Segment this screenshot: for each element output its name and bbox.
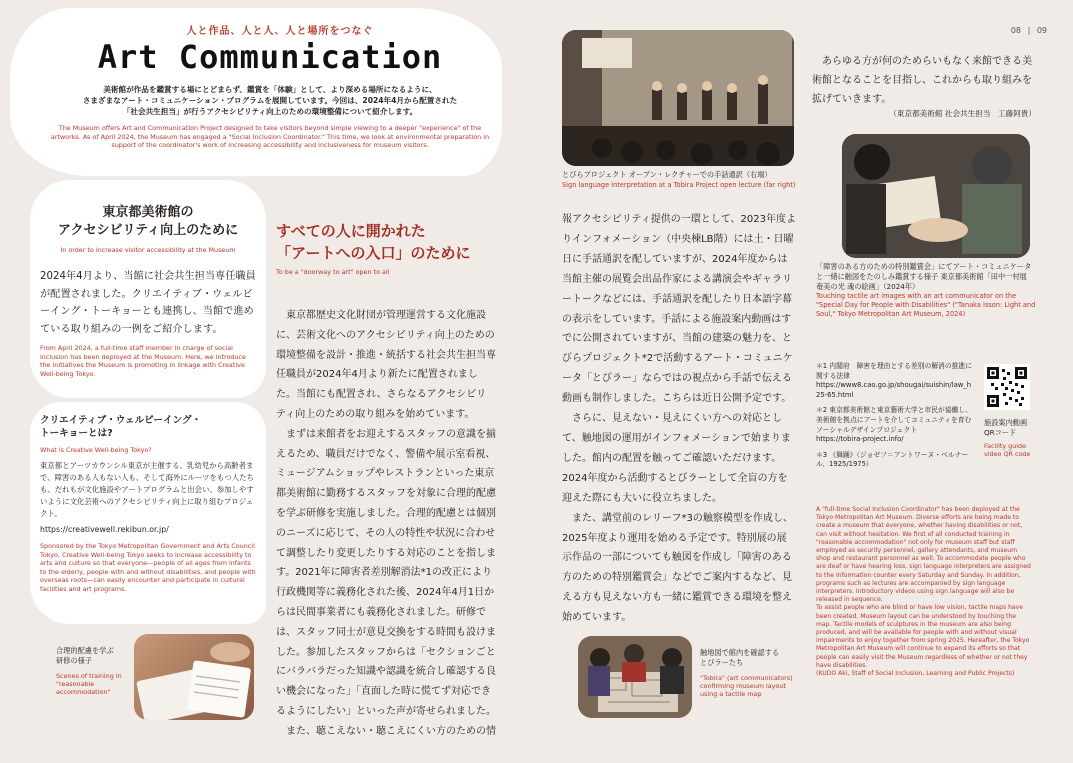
header-intro-ja xyxy=(60,84,480,117)
section1-title-line-1: 東京都美術館の xyxy=(102,205,194,220)
header-kicker: 人と作品、人と人、人と場所をつなぐ xyxy=(186,26,374,37)
intro-line-2: さまざまなアート・コミュニケーション・プログラムを展開しています。今回は、2024年4月から配置された xyxy=(82,96,458,105)
tobira-caption xyxy=(562,170,802,190)
tactile-map-photo xyxy=(578,636,692,718)
section2-para-1: 東京都歴史文化財団が管理運営する文化施設に、芸術文化へのアクセシビリティ向上のための環境整備を設計・推進・統括する社会共生担当専任職員が2024年4月より新たに配置されました。当館にも配置され、さらなるアクセシビリティ向上のための取り組みを始めています。 xyxy=(276,310,496,420)
intro-line-3: 「社会共生担当」が行うアクセシビリティ向上のための環境整備について紹介します。 xyxy=(122,107,418,116)
qr-caption xyxy=(984,418,1044,459)
intro-line-1: 美術館が作品を鑑賞する場にとどまらず、鑑賞を「体験」として、より深める場所になるように、 xyxy=(103,85,437,94)
training-caption-ja-2: 研修の様子 xyxy=(56,656,92,665)
cwt-title-line-2: トーキョーとは? xyxy=(40,428,113,439)
training-photo xyxy=(134,634,254,720)
tactile-caption-en: "Tobira" (art communicators) confirming museum layout using a tactile map xyxy=(700,674,793,698)
section1-title xyxy=(30,204,266,240)
tobira-caption-ja: とびらプロジェクト オープン・レクチャーでの手話通訳（右端） xyxy=(562,170,772,179)
tobira-lecture-illustration xyxy=(562,30,794,166)
section1-title-line-2: アクセシビリティ向上のために xyxy=(57,223,239,238)
page-number-right: 09 xyxy=(1036,26,1047,35)
cwt-title xyxy=(40,414,260,440)
section1-body-en: From April 2024, a full-time staff member in charge of social inclusion has been deployed at the Museum. Here, we introduce the initiatives the Museum is promoting in linkage with Creative Well-being Tokyo. xyxy=(40,344,246,378)
section3-para-3: また、講堂前のレリーフ*3の触察模型を作成し、2025年度より運用を始める予定です。特別展の展示作品の一部についても触図を作成し「障害のある方のための特別鑑賞会」などでご案内するなど、見える方も見えない方も一緒に鑑賞できる環境を整え始めています。 xyxy=(562,512,793,624)
section4-signature: （東京都美術館 社会共生担当 工藤阿貴） xyxy=(889,109,1036,118)
section4-para: あらゆる方が何のためらいもなく来館できる美術館となることを目指し、これからも取り組みを拡げていきます。 xyxy=(812,56,1032,105)
special-viewing-illustration xyxy=(842,134,1030,258)
qr-code[interactable] xyxy=(984,364,1030,410)
footnotes xyxy=(816,362,972,470)
tactile-map-illustration xyxy=(578,636,692,718)
training-caption xyxy=(56,646,136,696)
page-numbers: 08 | 09 xyxy=(1010,26,1047,35)
section2-para-2: まずは来館者をお迎えするスタッフの意識を揃えるため、職員だけでなく、警備や展示室看視、ミュージアムショップやレストランといった東京都美術館に勤務するスタッフを対象に合理的配慮を学ぶ研修を実施しました。合理的配慮とは個別のニーズに応じて、その人の特性や状況に合わせて調整したり変更したりする対応のことを指します。2021年に障害者差別解消法*1の改正により行政機関等に義務化された後、2024年4月1日からは民間事業者にも義務化されました。研修では、スタッフ同士が意見交換をする時間も設けました。参加したスタッフからは「セクションごとにバラバラだった知識や認識を統合し確認する良い機会になった」「直面した時に慌てず対応できるようにしたい」といった声が寄せられました。 xyxy=(276,428,496,717)
tactile-caption-ja-1: 触地図で館内を確認する xyxy=(700,648,780,657)
special-caption-en: Touching tactile art images with an art communicator on the "Special Day for People with Disabilities" ("Tanaka Isson: Light and Soul," Tokyo Metropolitan Art Museum, 2024) xyxy=(816,292,1036,318)
cwt-url[interactable]: https://creativewell.rekibun.or.jp/ xyxy=(40,525,169,534)
note-2-url[interactable]: https://tobira-project.info/ xyxy=(816,435,904,444)
note-2: ＊2 東京都美術館と東京藝術大学と市民が協働し、美術館を拠点にアートを介してコミュニティを育むソーシャルデザインプロジェクト xyxy=(816,406,973,434)
special-caption-ja: 「障害のある方のための特別鑑賞会」にてアート・コミュニケータと一緒に触図をたのしみ鑑賞する様子 東京都美術館「田中一村展 奄美の光 魂の絵画」（2024年） xyxy=(816,262,1034,291)
cwt-body-ja: 東京都とアーツカウンシル東京が主催する、乳幼児から高齢者まで、障害のある人もない人も、そして海外にルーツをもつ人たちも、だれもが文化施設やアートプログラムと出会い、参加しやすいように文化芸術へのアクセシビリティ向上に取り組むプロジェクト。 xyxy=(40,461,254,518)
training-caption-ja-1: 合理的配慮を学ぶ xyxy=(56,646,114,655)
english-summary-p2: To assist people who are blind or have low vision, tactile maps have been created. Museum layout can be understood by touching the map. Tactile models of sculptures in the museum are also being produced, and will be available for people with and without visual impairments to enjoy together from spring 2025. Hereafter, the Tokyo Metropolitan Art Museum will continue to expand its efforts so that people can easily visit the Museum regardless of whether or not they have disabilities. xyxy=(816,604,1030,669)
note-1-url[interactable]: https://www8.cao.go.jp/shougai/suishin/law_h25-65.html xyxy=(816,381,971,399)
tobira-caption-en: Sign language interpretation at a Tobira Project open lecture (far right) xyxy=(562,181,796,189)
note-3: ＊3 《舞踊》（ジョゼフ＝アントワーヌ・ベルナール、1925/1975） xyxy=(816,450,969,469)
section3-body xyxy=(562,210,796,628)
tactile-caption xyxy=(700,648,800,698)
qr-caption-en: Facility guide video QR code xyxy=(984,442,1031,459)
tactile-caption-ja-2: とびラーたち xyxy=(700,658,744,667)
cwt-title-line-1: クリエイティブ・ウェルビーイング・ xyxy=(40,415,202,426)
training-photo-illustration xyxy=(134,634,254,720)
training-caption-en: Scenes of training in "reasonable accommodation" xyxy=(56,672,122,696)
qr-code-icon xyxy=(987,367,1027,407)
section3-para-1: 報アクセシビリティ提供の一環として、2023年度よりインフォメーション（中央棟LB階）には土・日曜日に手話通訳を配していますが、2024年度からは当館主催の展覧会出品作家による講演会やギャラリートークなどには、手話通訳を配したり日本語字幕の表示をしています。手話による施設案内動画はすでに公開されていますが、当館の建築の魅力を、とびらプロジェクト*2で活動するアート・コミュニケータ「とびラー」ならではの視点から手話で伝える動画も制作しました。こちらは近日公開予定です。 xyxy=(562,214,796,405)
section2-para-3: また、聴こえない・聴こえにくい方のための情 xyxy=(286,725,496,737)
cwt-body-en: Sponsored by the Tokyo Metropolitan Government and Arts Council Tokyo, Creative Well-being Tokyo seeks to increase accessibility to arts and culture so that everyone—people of all ages from infants to the elderly, people with and without disabilities, and people with overseas roots—can easily encounter and participate in cultural facilities and art programs. xyxy=(40,542,256,593)
section1-body-ja: 2024年4月より、当館に社会共生担当専任職員が配置されました。クリエイティブ・ウェルビーイング・トーキョーとも連携し、当館で進めている取り組みの一例をご紹介します。 xyxy=(40,271,256,335)
english-summary-p1: A "full-time Social Inclusion Coordinator" has been deployed at the Tokyo Metropolitan Art Museum. Diverse efforts are being made to create a museum that everyone, whether having disabilities or not, can visit without hesitation. We first of all conducted training in "reasonable accommodation" not only for museum staff but staff employed as security personnel, gallery attendants, and museum shop and restaurant personnel as well. To accommodate people who are deaf or have hearing loss, sign language interpreters are assigned to the Information counter every Saturday and Sunday. In addition, programs such as lectures are accompanied by sign language interpreters. Introductory videos using sign language will also be released in sequence. xyxy=(816,506,1031,604)
section1-subtitle: In order to increase visitor accessibility at the Museum xyxy=(60,246,236,254)
section2-title xyxy=(276,220,516,264)
special-caption xyxy=(816,262,1036,319)
tobira-lecture-photo xyxy=(562,30,794,166)
section2-body xyxy=(276,306,496,742)
page-number-left: 08 xyxy=(1010,26,1022,35)
page-title: Art Communication xyxy=(97,38,443,76)
section2-title-line-1: すべての人に開かれた xyxy=(276,222,426,240)
special-viewing-photo xyxy=(842,134,1030,258)
note-1: ＊1 内閣府 障害を理由とする差別の解消の推進に関する法律 xyxy=(816,362,973,380)
section2-title-line-2: 「アートへの入口」のために xyxy=(276,244,471,262)
english-summary xyxy=(816,506,1032,678)
cwt-subtitle: What is Creative Well-being Tokyo? xyxy=(40,446,152,454)
qr-caption-ja-2: QRコード xyxy=(984,428,1017,437)
section2-subtitle: To be a "doorway to art" open to all xyxy=(276,268,390,276)
qr-caption-ja-1: 施設案内動画 xyxy=(984,418,1028,427)
section3-para-2: さらに、見えない・見えにくい方への対応として、触地図の運用がインフォメーションで始まりました。館内の配置を触ってご確認いただけます。2024年度から活動するとびラーとして全盲の方を迎えた際にも大いに役立ちました。 xyxy=(562,413,791,504)
header-intro-en: The Museum offers Art and Communication Project designed to take visitors beyond simple viewing to a deeper "experience" of the artworks. As of April 2024, the Museum has engaged a "Social Inclusion Coordinator." This time, we look at environmental preparation in support of the coordinator's work of increasing accessibility and inclusiveness for museum visitors. xyxy=(50,124,490,150)
english-summary-signature: (KUDO Aki, Staff of Social Inclusion, Learning and Public Projects) xyxy=(816,670,1015,678)
